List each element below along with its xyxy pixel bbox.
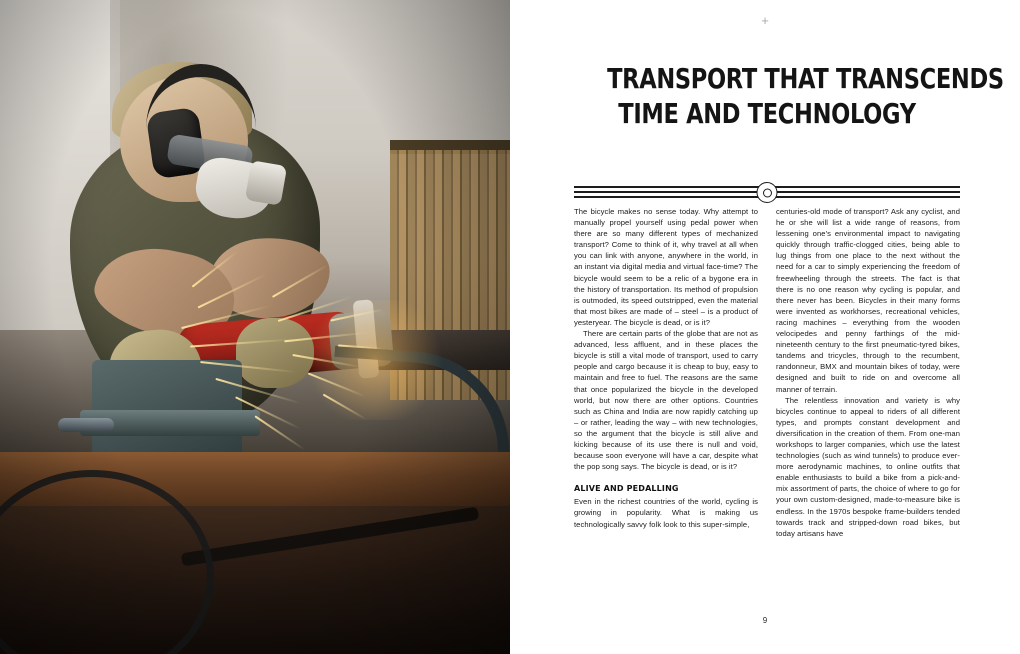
right-page-text xyxy=(510,0,1020,654)
paragraph: Even in the richest countries of the world, cycling is growing in popularity. What is making us technologically savvy folk look to this super-simple, xyxy=(574,497,758,529)
section-subheading: ALIVE AND PEDALLING xyxy=(574,484,679,494)
circle-target-icon xyxy=(757,182,778,203)
page-title-line-2: TIME AND TECHNOLOGY xyxy=(618,98,916,131)
page-title xyxy=(607,62,1004,132)
paragraph: centuries-old mode of transport? Ask any cyclist, and he or she will list a wide range of reasons, from lessening one's environmental impact to navigating quickly through traffic-clogged cities, being able to lug things from one place to the next without the need for a car to simply experiencing the freedom of freewheeling through the streets. The fact is that there is no one reason why cycling is popular, and there never has been. Bicycles in their many forms were invented as workhorses, recreational vehicles, racing machines – everything from the wooden velocipedes and penny farthings of the mid-nineteenth century to the first pneumatic-tyred bikes, tandems and tricycles, through to the recumbent, randonneur, BMX and mountain bikes of today, were designed and built to ride on and overcome all manner of terrain. xyxy=(776,207,960,394)
body-columns xyxy=(574,206,960,539)
body-column-left xyxy=(574,206,758,539)
page-number: 9 xyxy=(762,616,768,625)
body-column-right xyxy=(776,206,960,539)
paragraph: There are certain parts of the globe that are not as advanced, less affluent, and in these places the bicycle is still a vital mode of transport, used to carry people and cargo because it is cheap to buy, easy to maintain and free to fuel. The reasons are the same that once popularized the bicycle in the developed world, but now there are other options. Countries such as China and India are now rapidly catching up – or rather, leading the way – with new technologies, so the argument that the bicycle is still alive and kicking because of its use there is null and void, because soon everyone will have a car, despite what the pop song says. The bicycle is dead, or is it? xyxy=(574,329,758,472)
section-divider xyxy=(574,186,960,198)
registration-mark: + xyxy=(761,13,769,28)
paragraph: The bicycle makes no sense today. Why attempt to manually propel yourself using pedal power when there are so many different types of mechanized transport? Come to think of it, why travel at all when you can link with anyone, anywhere in the world, in an instant via digital media and virtual face-time? The bicycle would seem to be a relic of a bygone era in the history of transportation. Its method of propulsion is outmoded, its speed outstripped, even the material that most bikes are made of – steel – is a product of yesteryear. The bicycle is dead, or is it? xyxy=(574,207,758,327)
paragraph: The relentless innovation and variety is why bicycles continue to appeal to riders of all different types, and prompts constant development and diversification in the creation of them. From one-man workshops to larger companies, which use the latest technologies (such as wind tunnels) to produce ever-more aerodynamic machines, to online outfits that enable enthusiasts to build a bike from a pick-and-mix assortment of parts, the choice of where to go for your own custom-designed, made-to-measure bike is endless. In the 1970s bespoke frame-builders tended towards track and stripped-down road bikes, but today artisans have xyxy=(776,395,960,538)
page-title-line-1: TRANSPORT THAT TRANSCENDS xyxy=(607,63,1004,95)
